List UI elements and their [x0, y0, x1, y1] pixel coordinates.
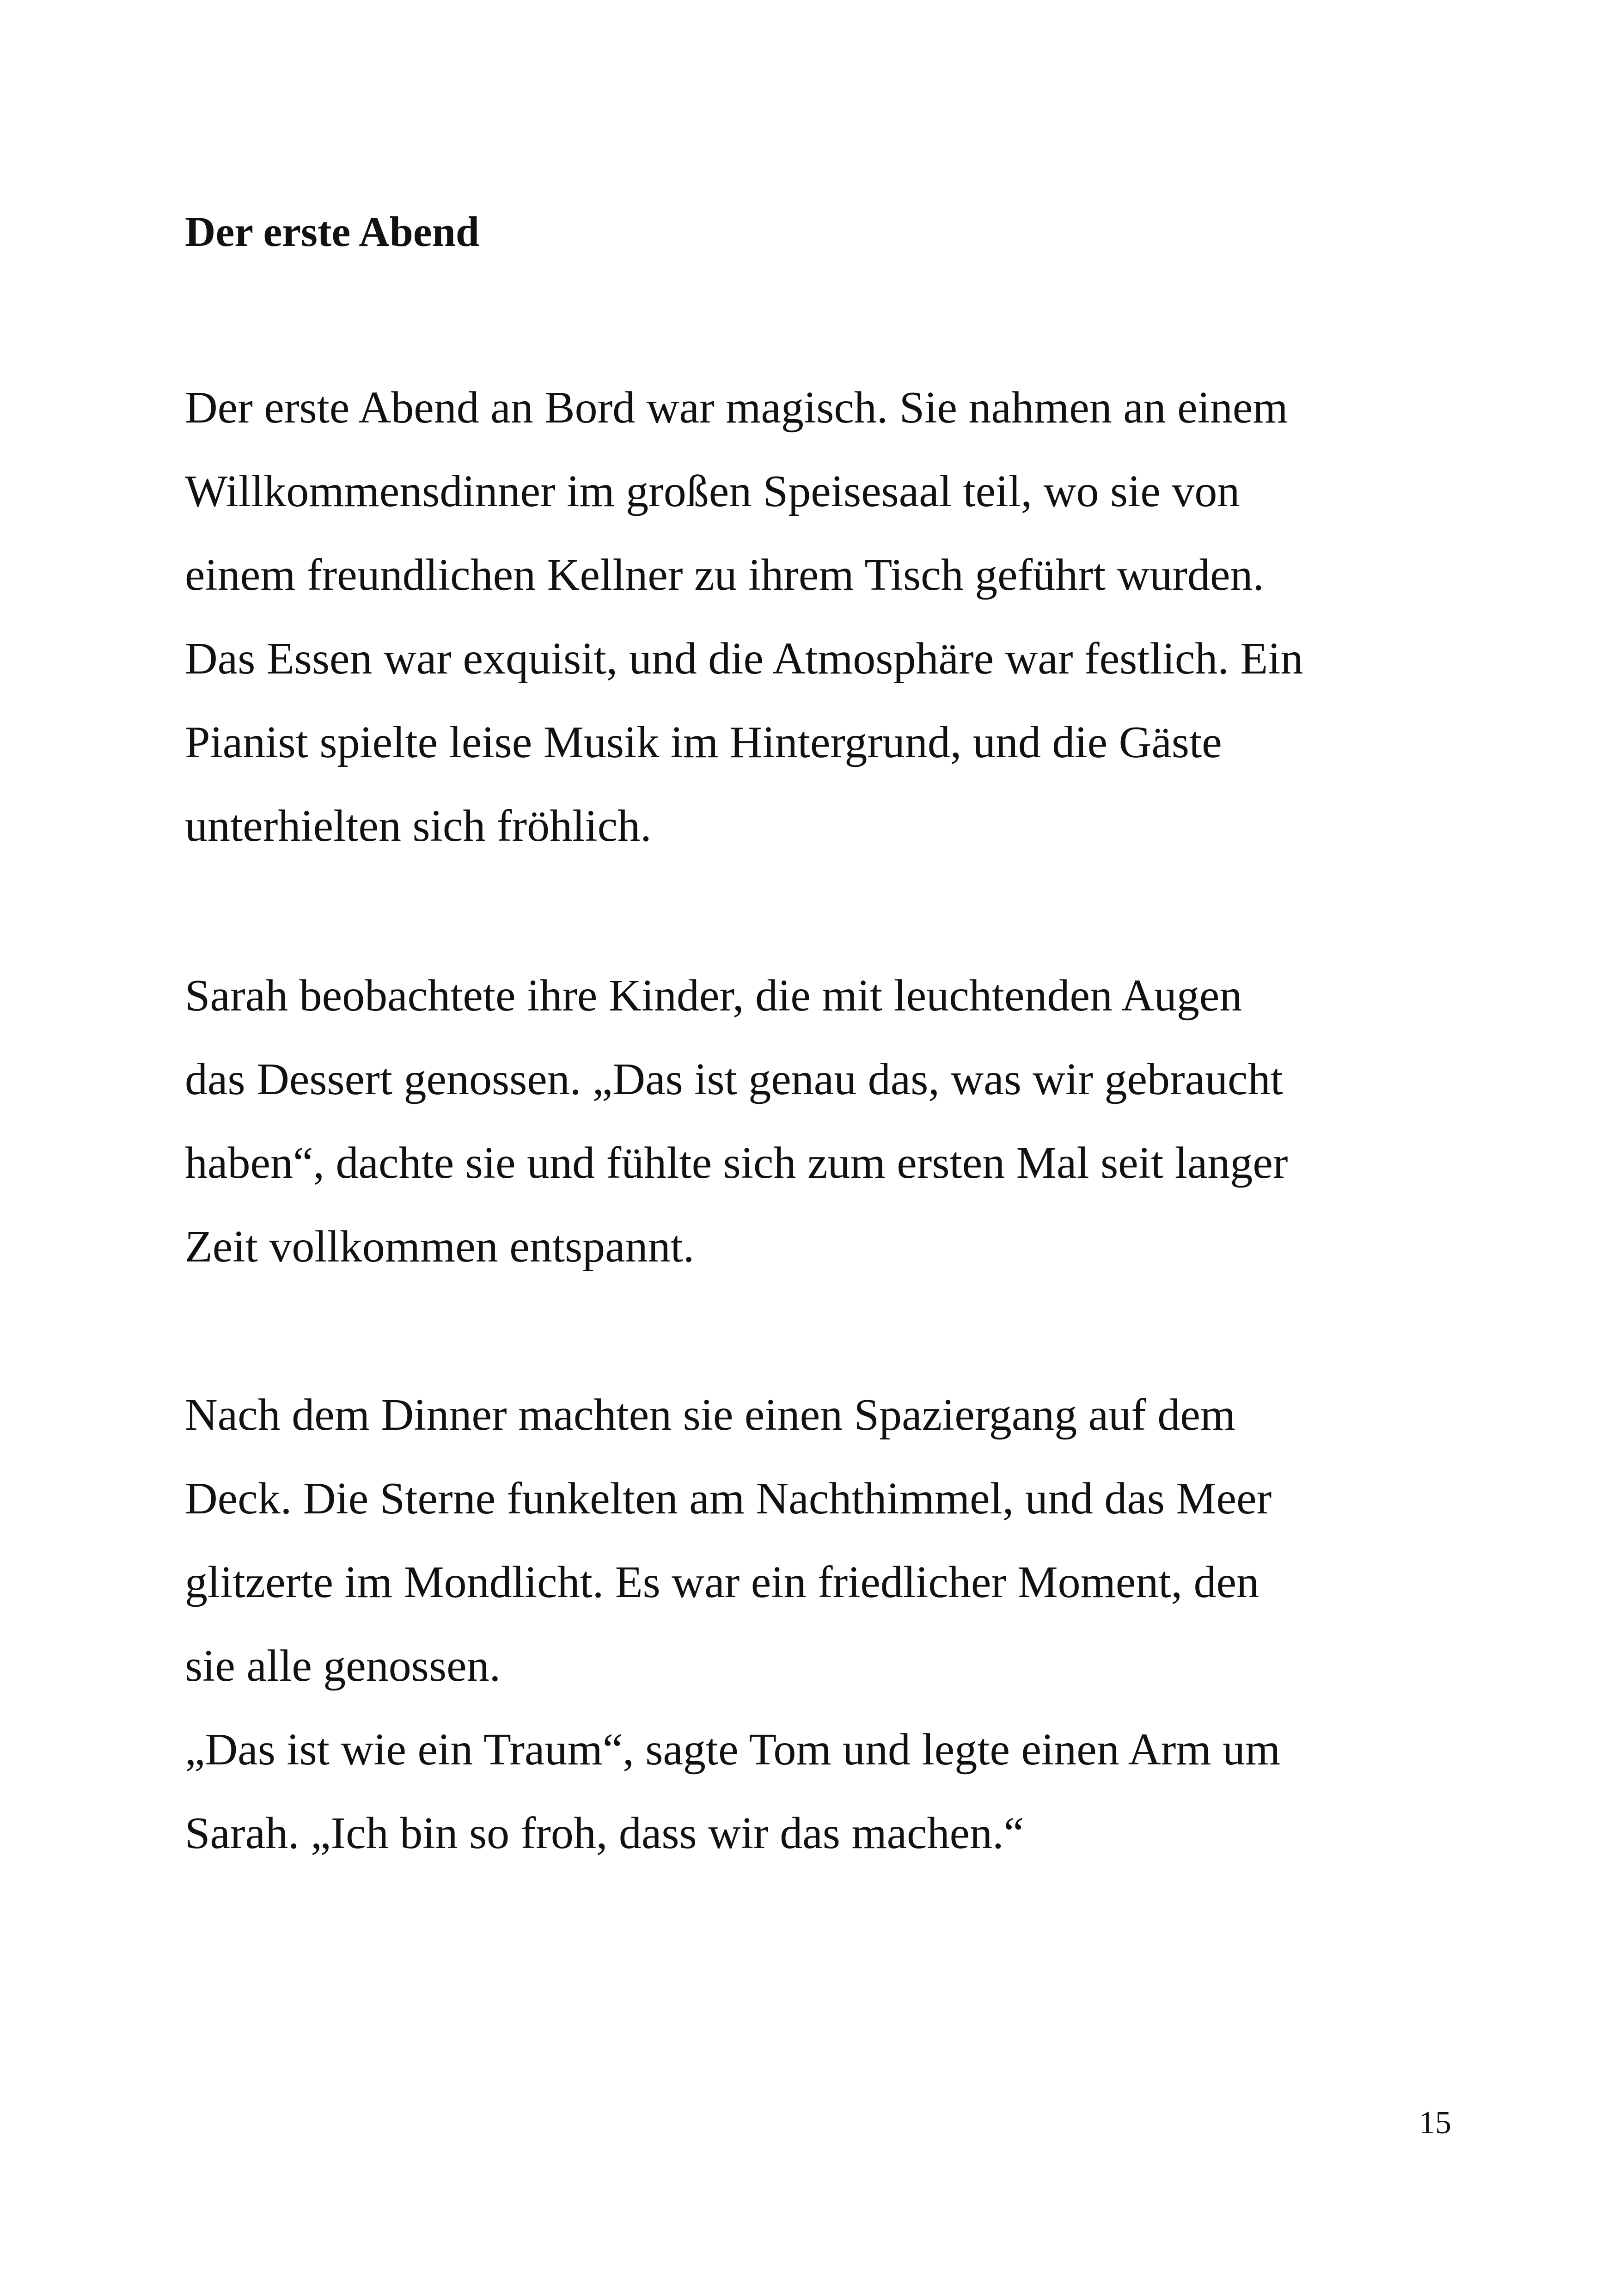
- text-line: sie alle genossen.: [185, 1641, 501, 1691]
- text-line: haben“, dachte sie und fühlte sich zum ersten Mal seit langer: [185, 1138, 1288, 1188]
- text-line: Willkommensdinner im großen Speisesaal teil, wo sie von: [185, 466, 1240, 516]
- text-line: unterhielten sich fröhlich.: [185, 801, 652, 851]
- chapter-heading: Der erste Abend: [185, 208, 480, 255]
- text-line: Nach dem Dinner machten sie einen Spaziergang auf dem: [185, 1390, 1236, 1440]
- text-line: Pianist spielte leise Musik im Hintergrund, und die Gäste: [185, 717, 1222, 767]
- paragraph-1: [185, 366, 1303, 868]
- text-line: Sarah. „Ich bin so froh, dass wir das machen.“: [185, 1808, 1024, 1858]
- text-line: Sarah beobachtete ihre Kinder, die mit leuchtenden Augen: [185, 971, 1242, 1021]
- text-line: das Dessert genossen. „Das ist genau das, was wir gebraucht: [185, 1054, 1283, 1104]
- text-line: „Das ist wie ein Traum“, sagte Tom und legte einen Arm um: [185, 1725, 1281, 1775]
- text-line: Das Essen war exquisit, und die Atmosphäre war festlich. Ein: [185, 634, 1303, 684]
- page-number: 15: [1419, 2105, 1451, 2141]
- text-line: glitzerte im Mondlicht. Es war ein friedlicher Moment, den: [185, 1557, 1259, 1607]
- text-line: Der erste Abend an Bord war magisch. Sie nahmen an einem: [185, 383, 1288, 433]
- text-line: Deck. Die Sterne funkelten am Nachthimmel, und das Meer: [185, 1474, 1272, 1524]
- text-line: einem freundlichen Kellner zu ihrem Tisch geführt wurden.: [185, 550, 1265, 600]
- paragraph-3: [185, 1373, 1280, 1875]
- paragraph-2: [185, 954, 1288, 1289]
- text-line: Zeit vollkommen entspannt.: [185, 1222, 695, 1272]
